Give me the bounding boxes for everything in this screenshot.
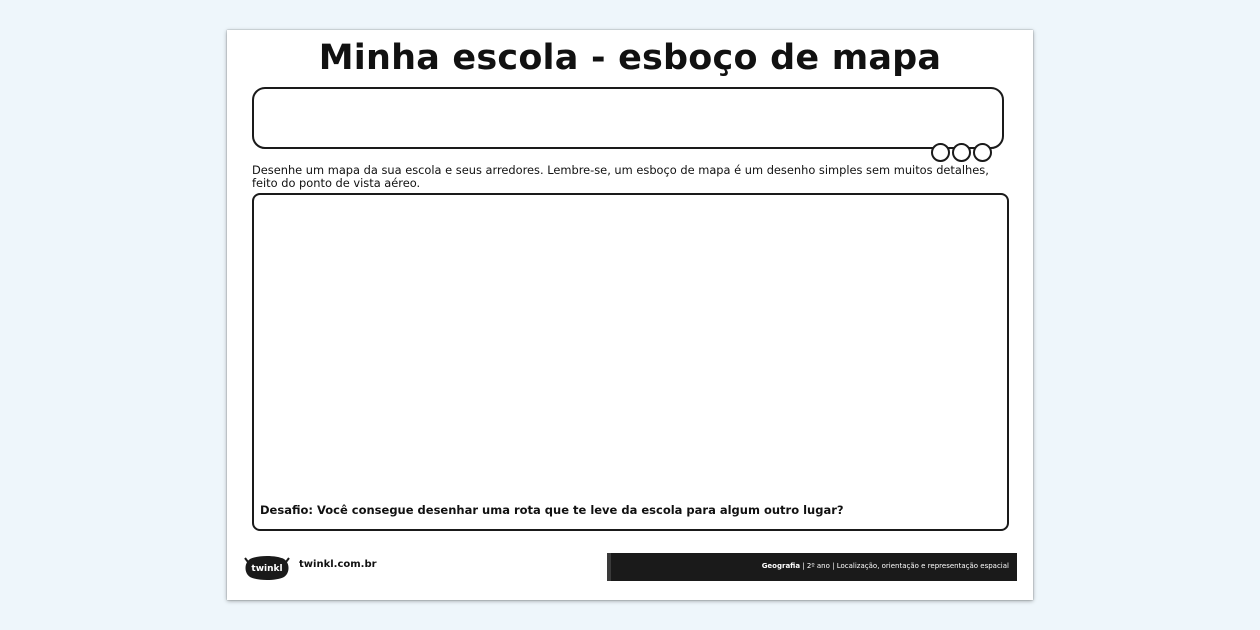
circle-icon	[952, 143, 971, 162]
challenge-text: Desafio: Você consegue desenhar uma rota que te leve da escola para algum outro lugar?	[260, 503, 844, 517]
decorative-circles	[931, 143, 993, 163]
footer-subject: Geografia	[761, 562, 801, 570]
drawing-area[interactable]	[252, 193, 1009, 531]
footer-bar	[607, 553, 1017, 581]
page-title: Minha escola - esboço de mapa	[318, 38, 942, 78]
footer-grade: 2º ano	[806, 562, 830, 570]
twinkl-logo	[244, 555, 290, 581]
footer-curriculum	[762, 562, 1009, 570]
circle-icon	[973, 143, 992, 162]
instructions-text: Desenhe um mapa da sua escola e seus arredores. Lembre-se, um esboço de mapa é um desenho simples sem muitos detalhes, feito do ponto de vista aéreo.	[252, 163, 989, 190]
logo-text: twinkl	[251, 564, 283, 574]
circle-icon	[931, 143, 950, 162]
footer-separator: |	[800, 562, 807, 570]
worksheet-page	[227, 30, 1033, 600]
footer-separator: |	[829, 562, 837, 570]
title-writing-box[interactable]	[252, 87, 1004, 149]
site-url: twinkl.com.br	[299, 559, 377, 570]
footer-topic: Localização, orientação e representação espacial	[836, 562, 1009, 570]
